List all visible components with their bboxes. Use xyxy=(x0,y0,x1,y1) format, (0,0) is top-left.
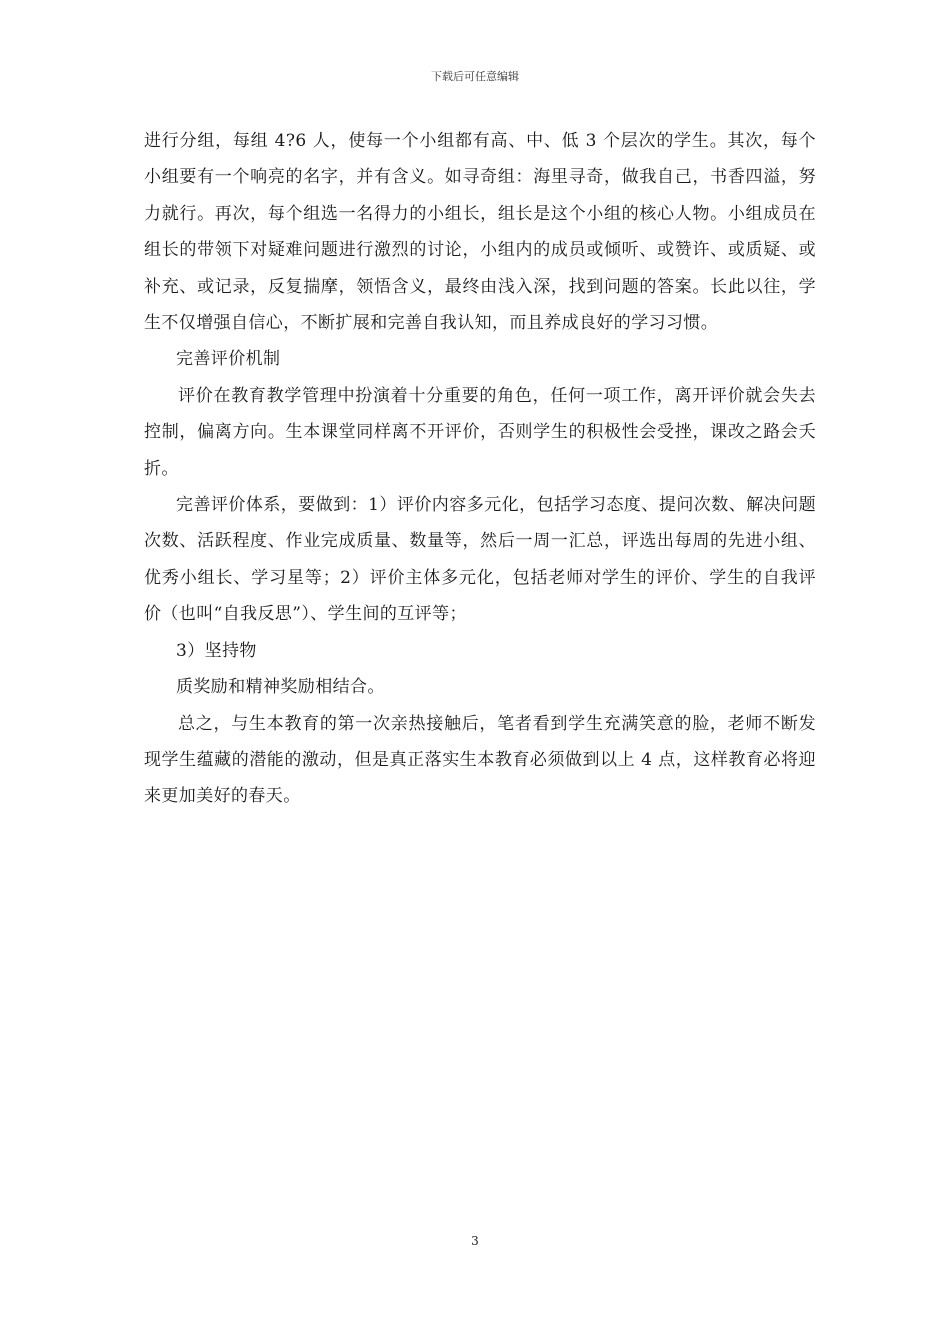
page-number: 3 xyxy=(471,1234,479,1248)
paragraph-evaluation-system: 完善评价体系，要做到：1）评价内容多元化，包括学习态度、提问次数、解决问题次数、活跃程度、作业完成质量、数量等，然后一周一汇总，评选出每周的先进小组、优秀小组长、学习星等；2）评价主体多元化，包括老师对学生的评价、学生的自我评价（也叫“自我反思”）、学生间的互评等； xyxy=(144,495,816,625)
paragraph-conclusion: 总之，与生本教育的第一次亲热接触后，笔者看到学生充满笑意的脸，老师不断发现学生蕴藏的潜能的激动，但是真正落实生本教育必须做到以上 4 点，这样教育必将迎来更加美好的春天。 xyxy=(144,713,816,807)
section-heading-evaluation: 完善评价机制 xyxy=(176,349,281,370)
page-header: 下载后可任意编辑 xyxy=(431,70,519,83)
document-body xyxy=(144,123,816,815)
paragraph-evaluation-role: 评价在教育教学管理中扮演着十分重要的角色，任何一项工作，离开评价就会失去控制，偏离方向。生本课堂同样离不开评价，否则学生的积极性会受挫，课改之路会夭折。 xyxy=(144,385,816,479)
paragraph-grouping: 进行分组，每组 4?6 人，使每一个小组都有高、中、低 3 个层次的学生。其次，每个小组要有一个响亮的名字，并有含义。如寻奇组：海里寻奇，做我自己，书香四溢，努力就行。再次，每个组选一名得力的小组长，组长是这个小组的核心人物。小组成员在组长的带领下对疑难问题进行激烈的讨论，小组内的成员或倾听、或赞许、或质疑、或补充、或记录，反复揣摩，领悟含义，最终由浅入深，找到问题的答案。长此以往，学生不仅增强自信心，不断扩展和完善自我认知，而且养成良好的学习习惯。 xyxy=(144,131,816,334)
paragraph-reward-combination: 质奖励和精神奖励相结合。 xyxy=(176,677,385,698)
paragraph-list-item-3: 3）坚持物 xyxy=(176,640,257,661)
